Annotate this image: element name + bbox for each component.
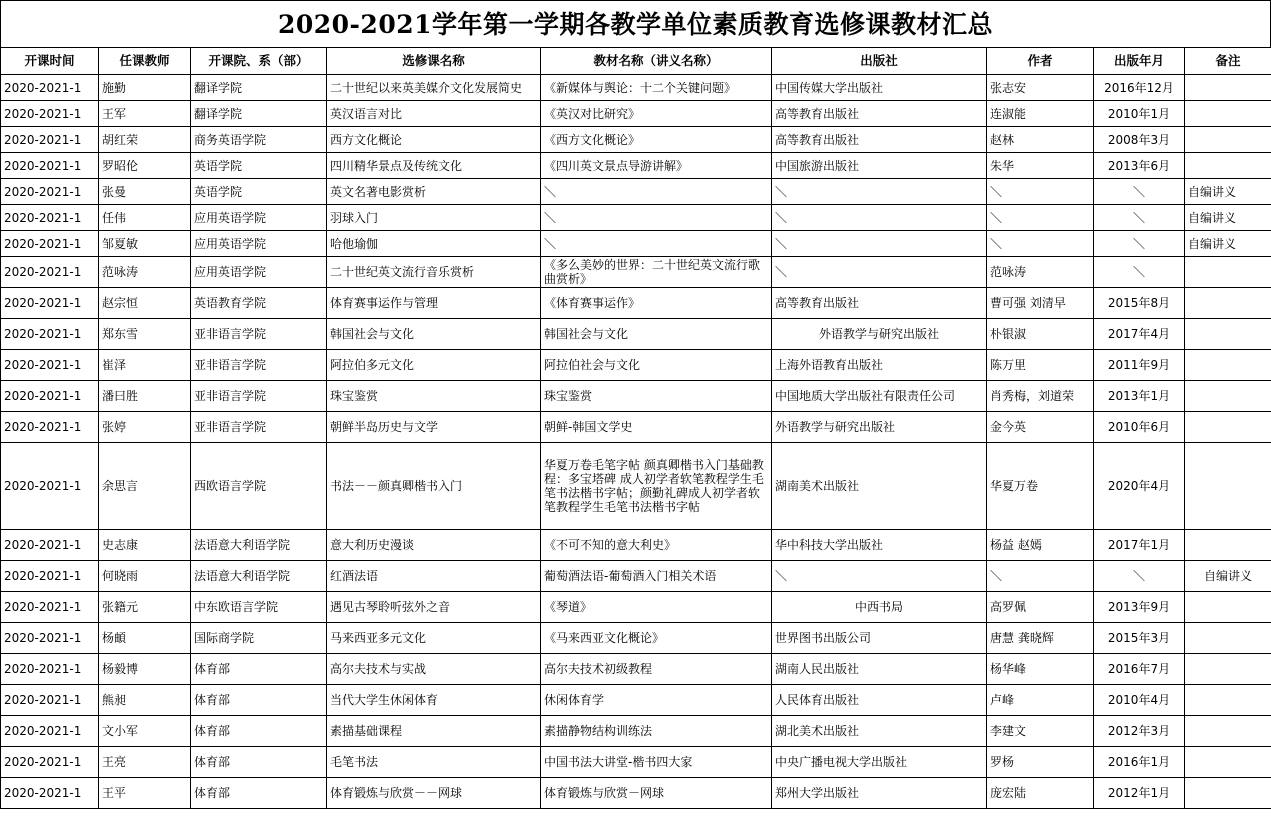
cell-course: 阿拉伯多元文化 xyxy=(327,350,541,381)
cell-note xyxy=(1185,654,1271,685)
cell-author: 卢峰 xyxy=(987,685,1094,716)
cell-publisher: 高等教育出版社 xyxy=(772,101,987,127)
cell-course: 西方文化概论 xyxy=(327,127,541,153)
cell-book: ＼ xyxy=(541,179,772,205)
cell-teacher: 何晓雨 xyxy=(99,561,191,592)
table-row xyxy=(1,654,1271,685)
cell-note: 自编讲义 xyxy=(1185,561,1271,592)
cell-note xyxy=(1185,530,1271,561)
cell-book: 韩国社会与文化 xyxy=(541,319,772,350)
cell-note xyxy=(1185,153,1271,179)
cell-teacher: 王平 xyxy=(99,778,191,809)
cell-author: 朴银淑 xyxy=(987,319,1094,350)
cell-course: 羽球入门 xyxy=(327,205,541,231)
cell-time: 2020-2021-1 xyxy=(1,350,99,381)
cell-note xyxy=(1185,716,1271,747)
cell-author: ＼ xyxy=(987,231,1094,257)
table-row xyxy=(1,561,1271,592)
cell-publisher: ＼ xyxy=(772,231,987,257)
cell-date: ＼ xyxy=(1094,561,1185,592)
cell-time: 2020-2021-1 xyxy=(1,530,99,561)
cell-publisher: 中西书局 xyxy=(772,592,987,623)
cell-dept: 商务英语学院 xyxy=(191,127,327,153)
cell-time: 2020-2021-1 xyxy=(1,561,99,592)
cell-dept: 体育部 xyxy=(191,685,327,716)
cell-book: 葡萄酒法语-葡萄酒入门相关术语 xyxy=(541,561,772,592)
table-row xyxy=(1,153,1271,179)
header-time: 开课时间 xyxy=(1,48,99,75)
cell-dept: 应用英语学院 xyxy=(191,231,327,257)
cell-course: 遇见古琴聆听弦外之音 xyxy=(327,592,541,623)
cell-publisher: 中国地质大学出版社有限责任公司 xyxy=(772,381,987,412)
cell-book: 高尔夫技术初级教程 xyxy=(541,654,772,685)
cell-time: 2020-2021-1 xyxy=(1,127,99,153)
cell-dept: 亚非语言学院 xyxy=(191,412,327,443)
cell-author: 肖秀梅，刘道荣 xyxy=(987,381,1094,412)
cell-teacher: 罗昭伦 xyxy=(99,153,191,179)
cell-dept: 体育部 xyxy=(191,747,327,778)
table-row xyxy=(1,747,1271,778)
cell-book: 《多么美妙的世界：二十世纪英文流行歌曲赏析》 xyxy=(541,257,772,288)
cell-author: 陈万里 xyxy=(987,350,1094,381)
cell-course: 二十世纪英文流行音乐赏析 xyxy=(327,257,541,288)
cell-course: 书法－－颜真卿楷书入门 xyxy=(327,443,541,530)
cell-book: 休闲体育学 xyxy=(541,685,772,716)
cell-publisher: 世界图书出版公司 xyxy=(772,623,987,654)
header-book: 教材名称（讲义名称） xyxy=(541,48,772,75)
cell-book: 《新媒体与舆论：十二个关键问题》 xyxy=(541,75,772,101)
cell-teacher: 张曼 xyxy=(99,179,191,205)
cell-date: ＼ xyxy=(1094,179,1185,205)
cell-author: 唐慧 龚晓辉 xyxy=(987,623,1094,654)
cell-time: 2020-2021-1 xyxy=(1,654,99,685)
cell-note xyxy=(1185,778,1271,809)
cell-publisher: 湖南人民出版社 xyxy=(772,654,987,685)
cell-dept: 亚非语言学院 xyxy=(191,350,327,381)
table-row xyxy=(1,101,1271,127)
cell-course: 朝鲜半岛历史与文学 xyxy=(327,412,541,443)
header-note: 备注 xyxy=(1185,48,1271,75)
cell-course: 哈他瑜伽 xyxy=(327,231,541,257)
cell-publisher: 湖南美术出版社 xyxy=(772,443,987,530)
cell-date: 2013年6月 xyxy=(1094,153,1185,179)
cell-publisher: 外语教学与研究出版社 xyxy=(772,412,987,443)
cell-teacher: 郑东雪 xyxy=(99,319,191,350)
cell-publisher: 郑州大学出版社 xyxy=(772,778,987,809)
cell-book: 《英汉对比研究》 xyxy=(541,101,772,127)
cell-dept: 中东欧语言学院 xyxy=(191,592,327,623)
cell-course: 素描基础课程 xyxy=(327,716,541,747)
cell-date: 2013年9月 xyxy=(1094,592,1185,623)
cell-book: 素描静物结构训练法 xyxy=(541,716,772,747)
cell-book: 《不可不知的意大利史》 xyxy=(541,530,772,561)
cell-author: 朱华 xyxy=(987,153,1094,179)
cell-note xyxy=(1185,101,1271,127)
cell-date: ＼ xyxy=(1094,231,1185,257)
cell-author: 范咏涛 xyxy=(987,257,1094,288)
cell-dept: 应用英语学院 xyxy=(191,257,327,288)
table-body xyxy=(1,75,1271,809)
cell-time: 2020-2021-1 xyxy=(1,101,99,127)
cell-time: 2020-2021-1 xyxy=(1,685,99,716)
cell-time: 2020-2021-1 xyxy=(1,592,99,623)
table-row xyxy=(1,778,1271,809)
cell-dept: 西欧语言学院 xyxy=(191,443,327,530)
cell-teacher: 胡红荣 xyxy=(99,127,191,153)
cell-teacher: 熊昶 xyxy=(99,685,191,716)
cell-author: 李建文 xyxy=(987,716,1094,747)
cell-time: 2020-2021-1 xyxy=(1,716,99,747)
cell-note xyxy=(1185,747,1271,778)
table-row xyxy=(1,257,1271,288)
cell-date: 2015年8月 xyxy=(1094,288,1185,319)
cell-time: 2020-2021-1 xyxy=(1,778,99,809)
cell-course: 英汉语言对比 xyxy=(327,101,541,127)
cell-teacher: 王军 xyxy=(99,101,191,127)
cell-publisher: 人民体育出版社 xyxy=(772,685,987,716)
table-row xyxy=(1,179,1271,205)
table-row xyxy=(1,288,1271,319)
cell-book: 《琴道》 xyxy=(541,592,772,623)
cell-dept: 体育部 xyxy=(191,778,327,809)
cell-note xyxy=(1185,75,1271,101)
header-teacher: 任课教师 xyxy=(99,48,191,75)
cell-note xyxy=(1185,127,1271,153)
cell-time: 2020-2021-1 xyxy=(1,153,99,179)
cell-date: 2020年4月 xyxy=(1094,443,1185,530)
cell-author: 赵林 xyxy=(987,127,1094,153)
cell-author: 高罗佩 xyxy=(987,592,1094,623)
cell-publisher: 中央广播电视大学出版社 xyxy=(772,747,987,778)
cell-teacher: 崔泽 xyxy=(99,350,191,381)
cell-time: 2020-2021-1 xyxy=(1,179,99,205)
cell-time: 2020-2021-1 xyxy=(1,623,99,654)
header-course: 选修课名称 xyxy=(327,48,541,75)
cell-date: ＼ xyxy=(1094,205,1185,231)
table-row xyxy=(1,381,1271,412)
cell-author: 庞宏陆 xyxy=(987,778,1094,809)
cell-publisher: 中国旅游出版社 xyxy=(772,153,987,179)
cell-teacher: 王亮 xyxy=(99,747,191,778)
cell-note: 自编讲义 xyxy=(1185,231,1271,257)
cell-publisher: 华中科技大学出版社 xyxy=(772,530,987,561)
table-row xyxy=(1,623,1271,654)
cell-dept: 英语学院 xyxy=(191,153,327,179)
table-row xyxy=(1,530,1271,561)
cell-teacher: 邹夏敏 xyxy=(99,231,191,257)
cell-dept: 亚非语言学院 xyxy=(191,319,327,350)
cell-teacher: 杨毅博 xyxy=(99,654,191,685)
cell-course: 毛笔书法 xyxy=(327,747,541,778)
cell-teacher: 张婷 xyxy=(99,412,191,443)
cell-teacher: 史志康 xyxy=(99,530,191,561)
cell-course: 意大利历史漫谈 xyxy=(327,530,541,561)
cell-teacher: 文小军 xyxy=(99,716,191,747)
cell-note: 自编讲义 xyxy=(1185,179,1271,205)
cell-book: 《体育赛事运作》 xyxy=(541,288,772,319)
cell-book: 珠宝鉴赏 xyxy=(541,381,772,412)
cell-dept: 体育部 xyxy=(191,716,327,747)
cell-publisher: 上海外语教育出版社 xyxy=(772,350,987,381)
cell-dept: 法语意大利语学院 xyxy=(191,561,327,592)
cell-author: 连淑能 xyxy=(987,101,1094,127)
cell-teacher: 任伟 xyxy=(99,205,191,231)
cell-note xyxy=(1185,443,1271,530)
cell-publisher: ＼ xyxy=(772,205,987,231)
cell-author: ＼ xyxy=(987,179,1094,205)
cell-dept: 翻译学院 xyxy=(191,75,327,101)
cell-publisher: ＼ xyxy=(772,561,987,592)
cell-note xyxy=(1185,350,1271,381)
table-row xyxy=(1,231,1271,257)
cell-note xyxy=(1185,381,1271,412)
cell-course: 英文名著电影赏析 xyxy=(327,179,541,205)
cell-book: 体育锻炼与欣赏－网球 xyxy=(541,778,772,809)
cell-teacher: 施勤 xyxy=(99,75,191,101)
cell-time: 2020-2021-1 xyxy=(1,443,99,530)
cell-date: 2016年12月 xyxy=(1094,75,1185,101)
cell-date: 2010年1月 xyxy=(1094,101,1185,127)
cell-dept: 英语学院 xyxy=(191,179,327,205)
sheet-title: 2020-2021学年第一学期各教学单位素质教育选修课教材汇总 xyxy=(0,0,1271,47)
cell-note xyxy=(1185,319,1271,350)
cell-note xyxy=(1185,623,1271,654)
cell-date: 2017年1月 xyxy=(1094,530,1185,561)
cell-teacher: 范咏涛 xyxy=(99,257,191,288)
cell-note xyxy=(1185,685,1271,716)
cell-course: 四川精华景点及传统文化 xyxy=(327,153,541,179)
table-row xyxy=(1,592,1271,623)
cell-time: 2020-2021-1 xyxy=(1,205,99,231)
cell-note xyxy=(1185,592,1271,623)
header-row xyxy=(1,48,1271,75)
cell-dept: 国际商学院 xyxy=(191,623,327,654)
cell-time: 2020-2021-1 xyxy=(1,381,99,412)
cell-teacher: 潘曰胜 xyxy=(99,381,191,412)
table-row xyxy=(1,319,1271,350)
cell-book: 华夏万卷毛笔字帖 颜真卿楷书入门基础教程：多宝塔碑 成人初学者软笔教程学生毛笔书法楷书字帖；颜勤礼碑成人初学者软笔教程学生毛笔书法楷书字帖 xyxy=(541,443,772,530)
cell-book: 《四川英文景点导游讲解》 xyxy=(541,153,772,179)
cell-publisher: ＼ xyxy=(772,179,987,205)
cell-date: 2010年6月 xyxy=(1094,412,1185,443)
cell-time: 2020-2021-1 xyxy=(1,747,99,778)
cell-date: 2012年1月 xyxy=(1094,778,1185,809)
cell-course: 珠宝鉴赏 xyxy=(327,381,541,412)
cell-publisher: 高等教育出版社 xyxy=(772,127,987,153)
cell-publisher: ＼ xyxy=(772,257,987,288)
cell-date: 2016年1月 xyxy=(1094,747,1185,778)
cell-course: 红酒法语 xyxy=(327,561,541,592)
cell-course: 二十世纪以来英美媒介文化发展简史 xyxy=(327,75,541,101)
cell-course: 马来西亚多元文化 xyxy=(327,623,541,654)
cell-dept: 亚非语言学院 xyxy=(191,381,327,412)
cell-author: 杨华峰 xyxy=(987,654,1094,685)
cell-course: 当代大学生休闲体育 xyxy=(327,685,541,716)
cell-date: 2017年4月 xyxy=(1094,319,1185,350)
cell-date: 2013年1月 xyxy=(1094,381,1185,412)
cell-note: 自编讲义 xyxy=(1185,205,1271,231)
header-date: 出版年月 xyxy=(1094,48,1185,75)
table-row xyxy=(1,716,1271,747)
table-row xyxy=(1,350,1271,381)
cell-teacher: 张籍元 xyxy=(99,592,191,623)
cell-note xyxy=(1185,412,1271,443)
cell-time: 2020-2021-1 xyxy=(1,231,99,257)
cell-author: ＼ xyxy=(987,205,1094,231)
table-row xyxy=(1,443,1271,530)
cell-course: 体育锻炼与欣赏－－网球 xyxy=(327,778,541,809)
header-publisher: 出版社 xyxy=(772,48,987,75)
cell-course: 体育赛事运作与管理 xyxy=(327,288,541,319)
cell-date: 2015年3月 xyxy=(1094,623,1185,654)
cell-author: 张志安 xyxy=(987,75,1094,101)
cell-teacher: 杨頔 xyxy=(99,623,191,654)
cell-date: 2011年9月 xyxy=(1094,350,1185,381)
cell-dept: 法语意大利语学院 xyxy=(191,530,327,561)
cell-publisher: 湖北美术出版社 xyxy=(772,716,987,747)
cell-author: 金今英 xyxy=(987,412,1094,443)
cell-time: 2020-2021-1 xyxy=(1,319,99,350)
cell-time: 2020-2021-1 xyxy=(1,412,99,443)
cell-date: 2008年3月 xyxy=(1094,127,1185,153)
cell-publisher: 中国传媒大学出版社 xyxy=(772,75,987,101)
cell-note xyxy=(1185,257,1271,288)
table-row xyxy=(1,205,1271,231)
textbook-table xyxy=(0,47,1271,809)
cell-book: ＼ xyxy=(541,231,772,257)
table-row xyxy=(1,127,1271,153)
table-row xyxy=(1,685,1271,716)
cell-date: 2012年3月 xyxy=(1094,716,1185,747)
cell-book: ＼ xyxy=(541,205,772,231)
cell-note xyxy=(1185,288,1271,319)
cell-author: 曹可强 刘清早 xyxy=(987,288,1094,319)
cell-author: 罗杨 xyxy=(987,747,1094,778)
cell-publisher: 外语教学与研究出版社 xyxy=(772,319,987,350)
cell-time: 2020-2021-1 xyxy=(1,288,99,319)
cell-book: 《马来西亚文化概论》 xyxy=(541,623,772,654)
cell-dept: 英语教育学院 xyxy=(191,288,327,319)
cell-date: ＼ xyxy=(1094,257,1185,288)
cell-publisher: 高等教育出版社 xyxy=(772,288,987,319)
table-row xyxy=(1,412,1271,443)
cell-book: 朝鲜-韩国文学史 xyxy=(541,412,772,443)
cell-book: 《西方文化概论》 xyxy=(541,127,772,153)
cell-book: 中国书法大讲堂-楷书四大家 xyxy=(541,747,772,778)
cell-dept: 应用英语学院 xyxy=(191,205,327,231)
cell-date: 2010年4月 xyxy=(1094,685,1185,716)
cell-time: 2020-2021-1 xyxy=(1,75,99,101)
cell-book: 阿拉伯社会与文化 xyxy=(541,350,772,381)
cell-course: 高尔夫技术与实战 xyxy=(327,654,541,685)
cell-date: 2016年7月 xyxy=(1094,654,1185,685)
cell-teacher: 余思言 xyxy=(99,443,191,530)
cell-dept: 翻译学院 xyxy=(191,101,327,127)
table-row xyxy=(1,75,1271,101)
cell-teacher: 赵宗恒 xyxy=(99,288,191,319)
cell-course: 韩国社会与文化 xyxy=(327,319,541,350)
header-author: 作者 xyxy=(987,48,1094,75)
cell-author: 华夏万卷 xyxy=(987,443,1094,530)
cell-time: 2020-2021-1 xyxy=(1,257,99,288)
cell-author: ＼ xyxy=(987,561,1094,592)
header-dept: 开课院、系（部） xyxy=(191,48,327,75)
cell-author: 杨益 赵嫣 xyxy=(987,530,1094,561)
cell-dept: 体育部 xyxy=(191,654,327,685)
